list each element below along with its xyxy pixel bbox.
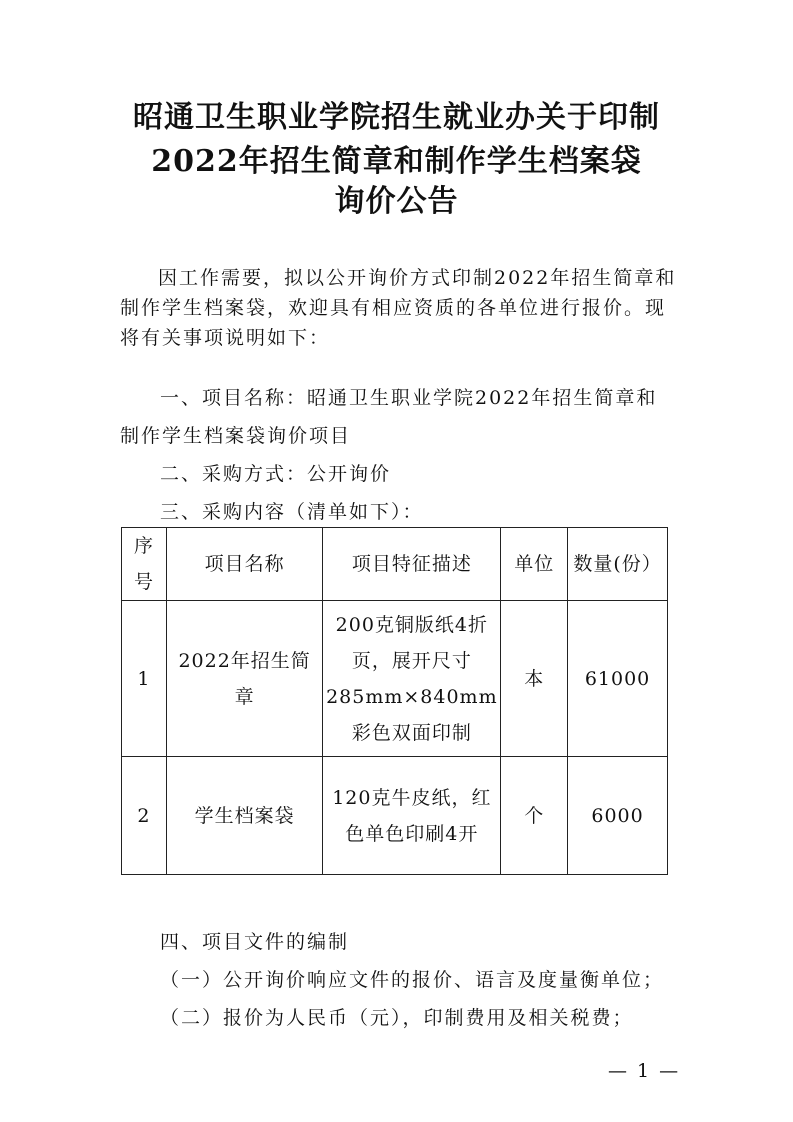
table-row	[122, 601, 668, 757]
item-description	[323, 601, 501, 757]
title-line-3: 询价公告	[334, 184, 459, 219]
item-unit: 个	[501, 757, 568, 875]
section-1-line-2: 制作学生档案袋询价项目	[120, 425, 352, 447]
page-number: — 1 —	[608, 1060, 681, 1082]
header-cell: 项目名称	[166, 528, 322, 601]
title-line-1: 昭通卫生职业学院招生就业办关于印制	[133, 100, 660, 135]
item-quantity: 6000	[568, 757, 668, 875]
section-4: 四、项目文件的编制	[160, 931, 350, 953]
section-3: 三、采购内容（清单如下）：	[160, 501, 424, 523]
table-header-row	[122, 528, 668, 601]
description-line: 页，展开尺寸	[351, 649, 472, 672]
description-line: 285mm×840mm	[326, 685, 498, 708]
description-line: 120克牛皮纸，红	[332, 786, 492, 809]
row-number: 1	[122, 601, 167, 757]
intro-paragraph: 因工作需要，拟以公开询价方式印制2022年招生简章和制作学生档案袋，欢迎具有相应资质的各单位进行报价。现将有关事项说明如下：	[120, 267, 677, 349]
description-line: 色单色印刷4开	[345, 822, 479, 845]
header-cell: 数量(份）	[568, 528, 668, 601]
row-number: 2	[122, 757, 167, 875]
section-2: 二、采购方式：公开询价	[160, 463, 392, 485]
item-name: 学生档案袋	[166, 757, 322, 875]
table-row	[122, 757, 668, 875]
header-cell: 序号	[122, 528, 167, 601]
header-cell: 项目特征描述	[323, 528, 501, 601]
header-cell: 单位	[501, 528, 568, 601]
description-line: 彩色双面印制	[351, 721, 472, 744]
section-4-item-2: （二）报价为人民币（元），印制费用及相关税费；	[160, 1007, 634, 1029]
procurement-table	[121, 527, 668, 875]
title-line-2: 2022年招生简章和制作学生档案袋	[151, 144, 642, 179]
item-quantity: 61000	[568, 601, 668, 757]
item-description	[323, 757, 501, 875]
item-unit: 本	[501, 601, 568, 757]
section-1-line-1: 一、项目名称：昭通卫生职业学院2022年招生简章和	[160, 387, 658, 409]
description-line: 200克铜版纸4折	[335, 613, 489, 636]
item-name: 2022年招生简章	[166, 601, 322, 757]
section-4-item-1: （一）公开询价响应文件的报价、语言及度量衡单位；	[160, 969, 665, 991]
